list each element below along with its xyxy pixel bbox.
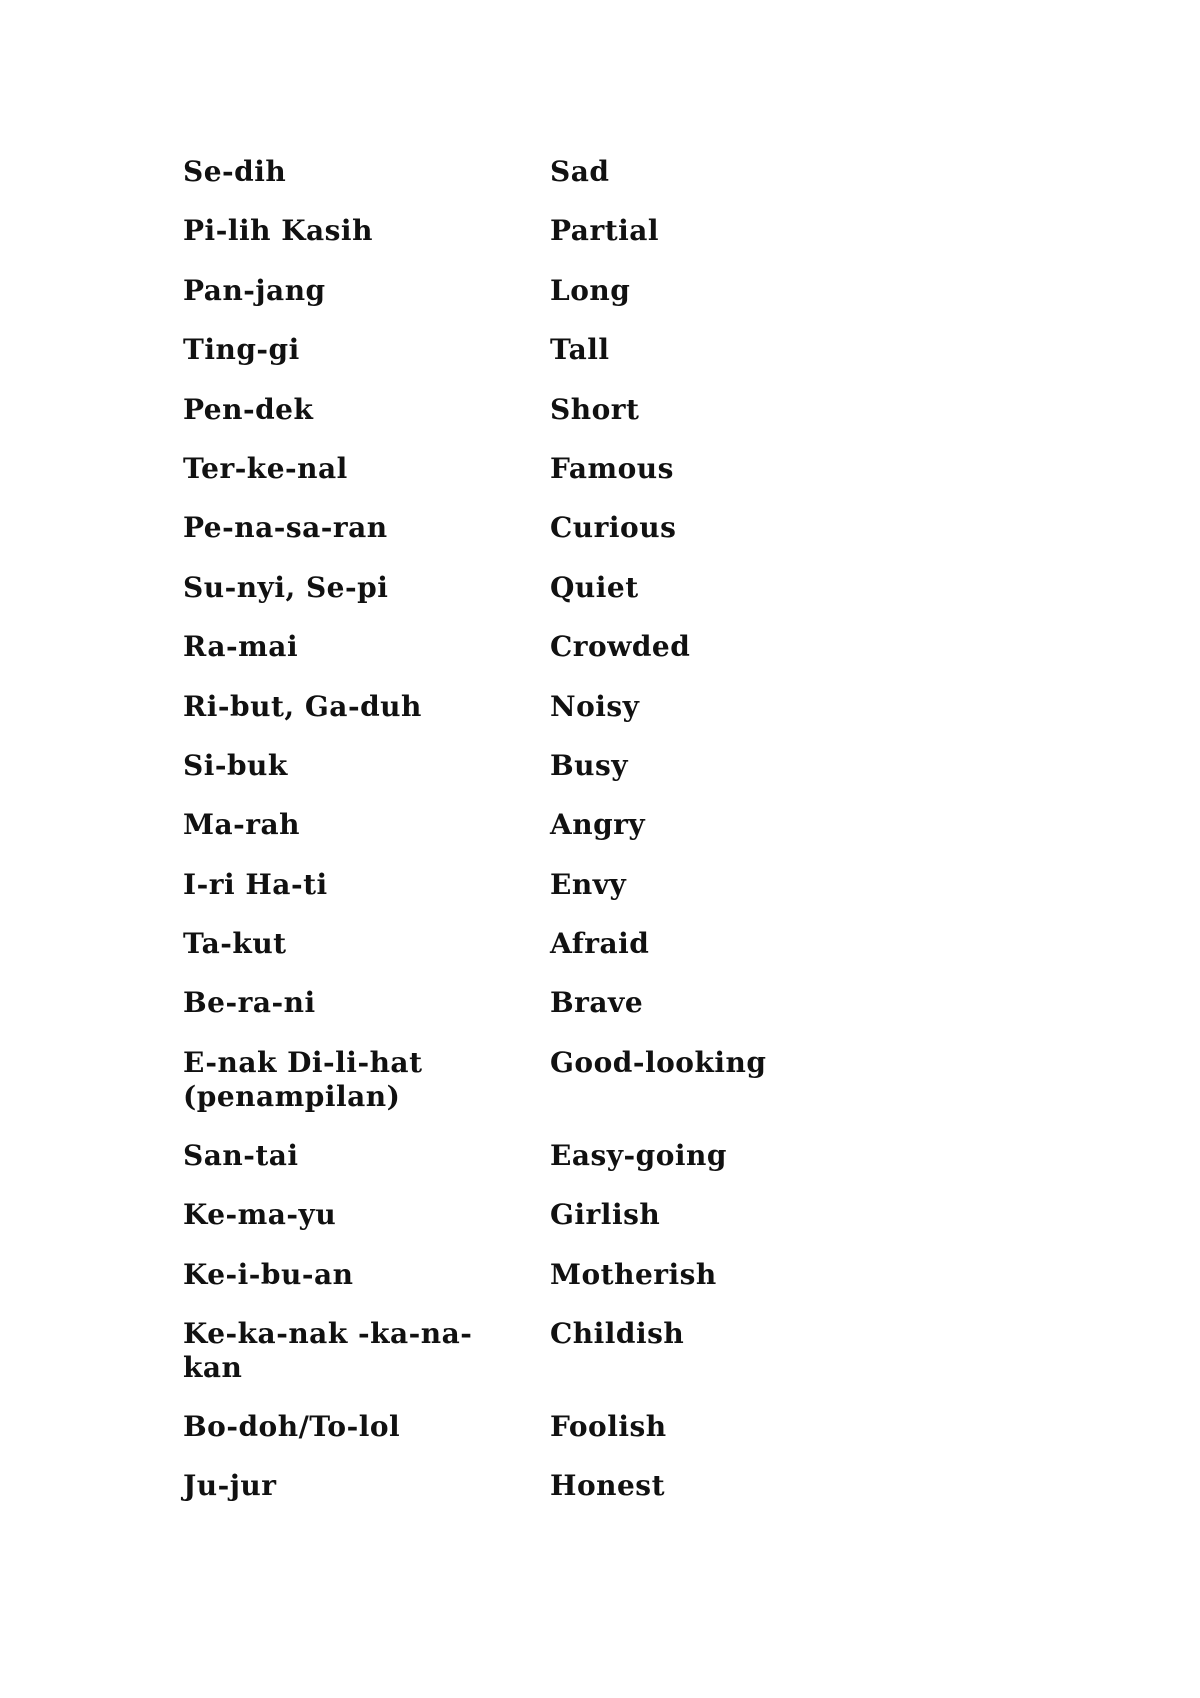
vocabulary-row: [183, 690, 803, 749]
indonesian-word: Bo-doh/To-lol: [183, 1410, 401, 1444]
vocabulary-row: [183, 1046, 803, 1139]
vocabulary-row: [183, 927, 803, 986]
english-word: Foolish: [550, 1410, 667, 1444]
indonesian-word: Ke-ma-yu: [183, 1198, 337, 1232]
english-word: Motherish: [550, 1257, 717, 1291]
indonesian-word: Ter-ke-nal: [183, 451, 348, 485]
vocabulary-row: [183, 452, 803, 511]
vocabulary-row: [183, 1317, 803, 1410]
vocabulary-row: [183, 1469, 803, 1528]
vocabulary-row: [183, 333, 803, 392]
vocabulary-row: [183, 511, 803, 570]
indonesian-word: E-nak Di-li-hat (penampilan): [183, 1045, 423, 1113]
vocabulary-table: [183, 155, 803, 1529]
indonesian-word: Se-dih: [183, 155, 287, 188]
english-word: Good-looking: [550, 1045, 767, 1079]
english-word: Famous: [550, 451, 674, 485]
english-word: Sad: [550, 155, 610, 188]
vocabulary-row: [183, 1198, 803, 1257]
english-word: Childish: [550, 1317, 685, 1351]
indonesian-word: Ra-mai: [183, 630, 299, 664]
vocabulary-row: [183, 749, 803, 808]
english-word: Quiet: [550, 570, 639, 604]
english-word: Girlish: [550, 1198, 661, 1232]
vocabulary-row: [183, 214, 803, 273]
english-word: Noisy: [550, 689, 640, 723]
indonesian-word: Ke-ka-nak -ka-na- kan: [183, 1317, 473, 1385]
vocabulary-row: [183, 630, 803, 689]
english-word: Short: [550, 392, 640, 426]
indonesian-word: Ting-gi: [183, 333, 300, 367]
vocabulary-row: [183, 155, 803, 214]
indonesian-word: Ju-jur: [183, 1469, 277, 1503]
indonesian-word: Si-buk: [183, 748, 288, 782]
vocabulary-row: [183, 868, 803, 927]
indonesian-word: Su-nyi, Se-pi: [183, 570, 389, 604]
indonesian-word: Pe-na-sa-ran: [183, 511, 388, 545]
english-word: Afraid: [550, 927, 650, 961]
indonesian-word: Pan-jang: [183, 273, 326, 307]
english-word: Tall: [550, 333, 610, 367]
vocabulary-row: [183, 986, 803, 1045]
indonesian-word: Pen-dek: [183, 392, 314, 426]
indonesian-word: Ma-rah: [183, 808, 301, 842]
vocabulary-row: [183, 393, 803, 452]
english-word: Crowded: [550, 630, 691, 664]
english-word: Easy-going: [550, 1138, 727, 1172]
indonesian-word: Ke-i-bu-an: [183, 1257, 354, 1291]
indonesian-word: I-ri Ha-ti: [183, 867, 328, 901]
indonesian-word: San-tai: [183, 1138, 299, 1172]
english-word: Busy: [550, 748, 629, 782]
english-word: Brave: [550, 986, 644, 1020]
vocabulary-row: [183, 1139, 803, 1198]
english-word: Honest: [550, 1469, 665, 1503]
english-word: Partial: [550, 214, 660, 248]
vocabulary-row: [183, 274, 803, 333]
indonesian-word: Be-ra-ni: [183, 986, 316, 1020]
indonesian-word: Pi-lih Kasih: [183, 214, 373, 248]
english-word: Long: [550, 273, 631, 307]
indonesian-word: Ri-but, Ga-duh: [183, 689, 422, 723]
vocabulary-row: [183, 808, 803, 867]
english-word: Angry: [550, 808, 646, 842]
english-word: Curious: [550, 511, 677, 545]
indonesian-word: Ta-kut: [183, 927, 287, 961]
english-word: Envy: [550, 867, 627, 901]
vocabulary-row: [183, 1410, 803, 1469]
vocabulary-row: [183, 571, 803, 630]
vocabulary-row: [183, 1258, 803, 1317]
